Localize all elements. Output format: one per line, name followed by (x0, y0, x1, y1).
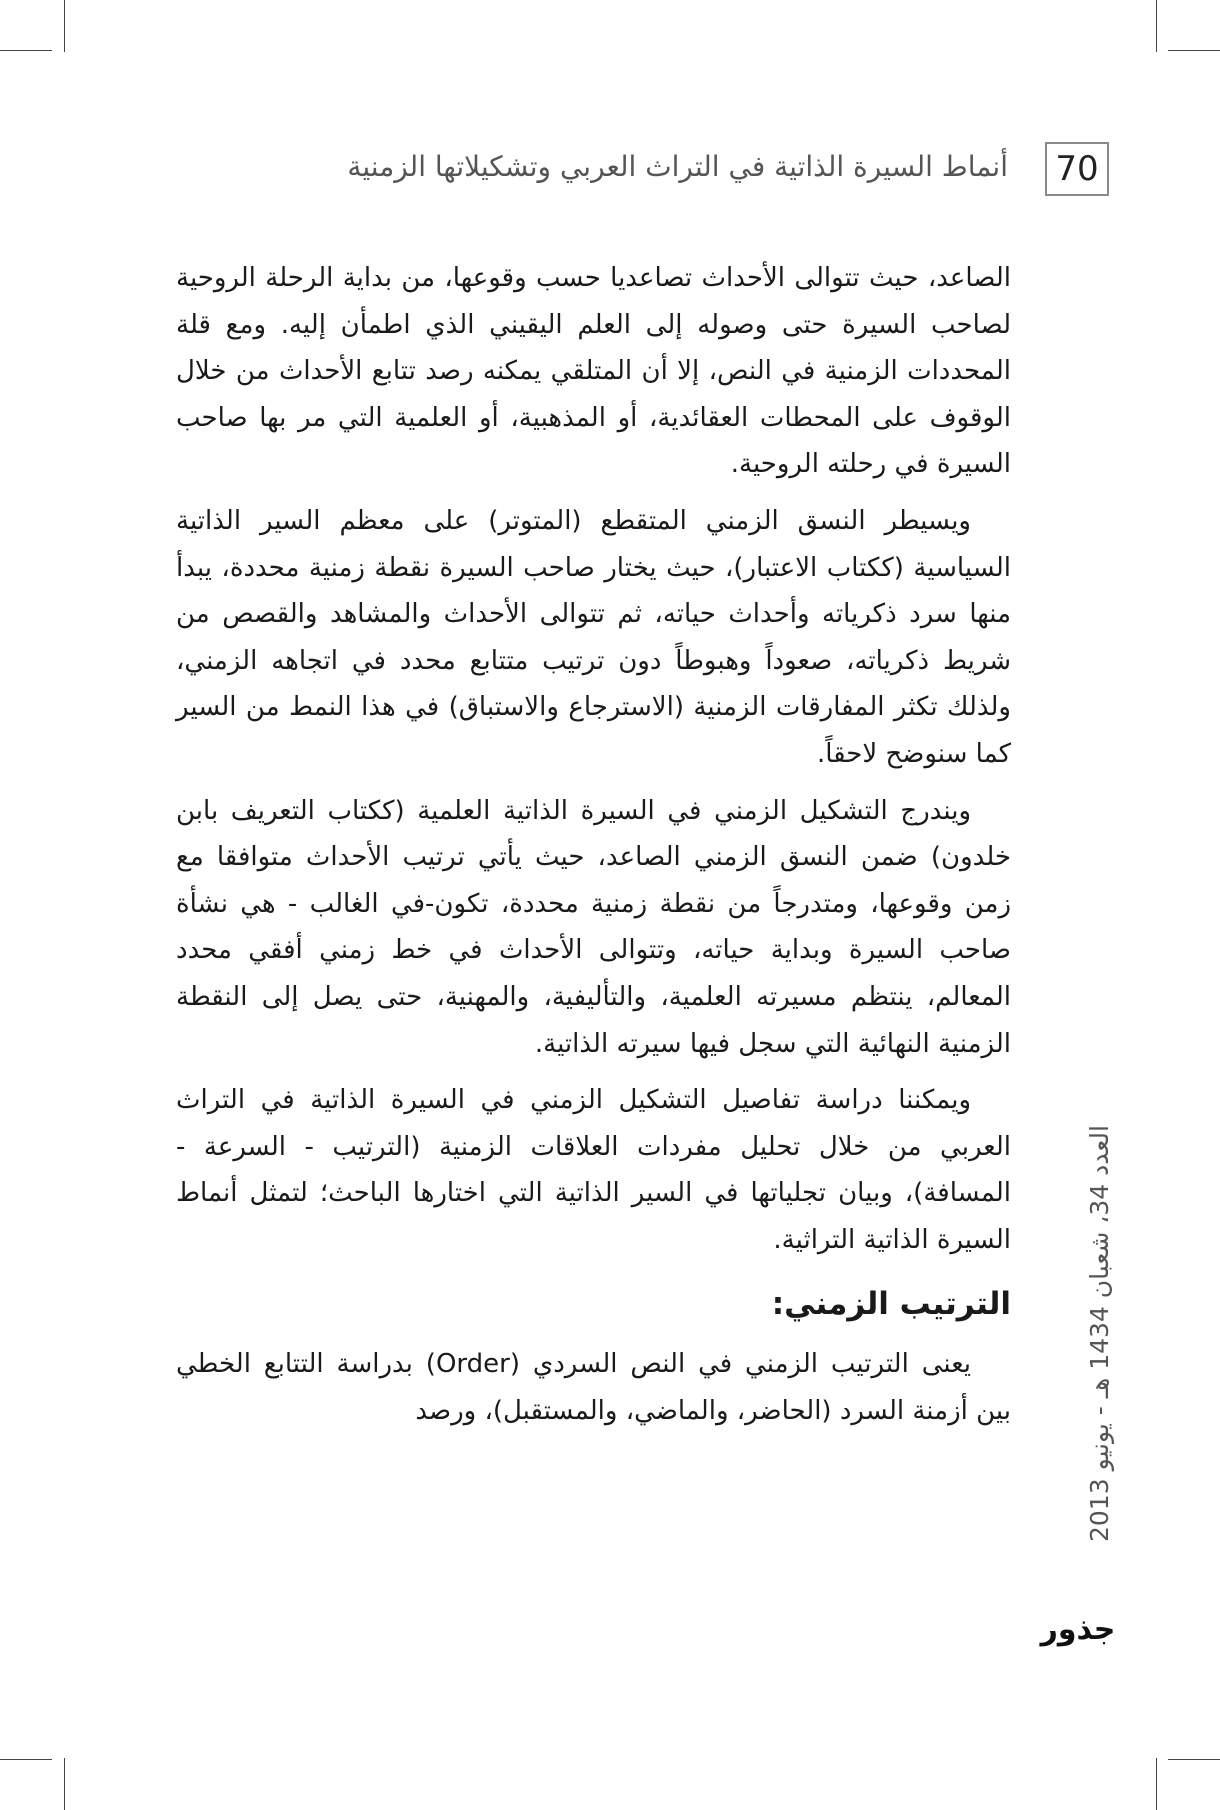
crop-mark-top-right-h (1168, 50, 1220, 51)
paragraph-2: ويسيطر النسق الزمني المتقطع (المتوتر) على معظم السير الذاتية السياسية (ككتاب الاعتبار)، حيث يختار صاحب السيرة نقطة زمنية محددة، يبدأ منها سرد ذكرياته وأحداث حياته، ثم تتوالى الأحداث والمشاهد والقصص من شريط ذكرياته، صعوداً وهبوطاً دون ترتيب متتابع محدد في اتجاهه الزمني، ولذلك تكثر المفارقات الزمنية (الاسترجاع والاستباق) في هذا النمط من السير كما سنوضح لاحقاً. (176, 505, 1011, 769)
crop-mark-top-left-h (0, 50, 52, 51)
article-body (176, 255, 1011, 1445)
crop-mark-top-right (1156, 0, 1157, 52)
section-heading: الترتيب الزمني: (771, 1286, 1011, 1323)
crop-mark-bottom-left (64, 1758, 65, 1810)
crop-mark-top-left (64, 0, 65, 52)
crop-mark-bottom-right (1156, 1758, 1157, 1810)
issue-info: العدد 34، شعبان 1434 هـ - يونيو 2013 (1085, 1125, 1114, 1542)
crop-mark-bottom-left-h (0, 1759, 52, 1760)
crop-mark-bottom-right-h (1168, 1759, 1220, 1760)
journal-logo: جذور (1040, 1612, 1116, 1647)
page-number: 70 (1045, 142, 1109, 196)
running-title: أنماط السيرة الذاتية في التراث العربي وتشكيلاتها الزمنية (347, 150, 1008, 183)
paragraph-5: يعنى الترتيب الزمني في النص السردي (Order) بدراسة التتابع الخطي بين أزمنة السرد (الحاضر، والماضي، والمستقبل)، ورصد (176, 1349, 1011, 1427)
paragraph-4: ويمكننا دراسة تفاصيل التشكيل الزمني في السيرة الذاتية في التراث العربي من خلال تحليل مفردات العلاقات الزمنية (الترتيب - السرعة - المسافة)، وبيان تجلياتها في السير الذاتية التي اختارها الباحث؛ لتمثل أنماط السيرة الذاتية التراثية. (176, 1085, 1011, 1255)
paragraph-1: الصاعد، حيث تتوالى الأحداث تصاعديا حسب وقوعها، من بداية الرحلة الروحية لصاحب السيرة حتى وصوله إلى العلم اليقيني الذي اطمأن إليه. ومع قلة المحددات الزمنية في النص، إلا أن المتلقي يمكنه رصد تتابع الأحداث من خلال الوقوف على المحطات العقائدية، أو المذهبية، أو العلمية التي مر بها صاحب السيرة في رحلته الروحية. (176, 263, 1011, 480)
paragraph-3: ويندرج التشكيل الزمني في السيرة الذاتية العلمية (ككتاب التعريف بابن خلدون) ضمن النسق الزمني الصاعد، حيث يأتي ترتيب الأحداث متوافقا مع زمن وقوعها، ومتدرجاً من نقطة زمنية محددة، تكون-في الغالب - هي نشأة صاحب السيرة وبداية حياته، وتتوالى الأحداث في خط زمني أفقي محدد المعالم، ينتظم مسيرته العلمية، والتأليفية، والمهنية، حتى يصل إلى النقطة الزمنية النهائية التي سجل فيها سيرته الذاتية. (176, 795, 1011, 1059)
